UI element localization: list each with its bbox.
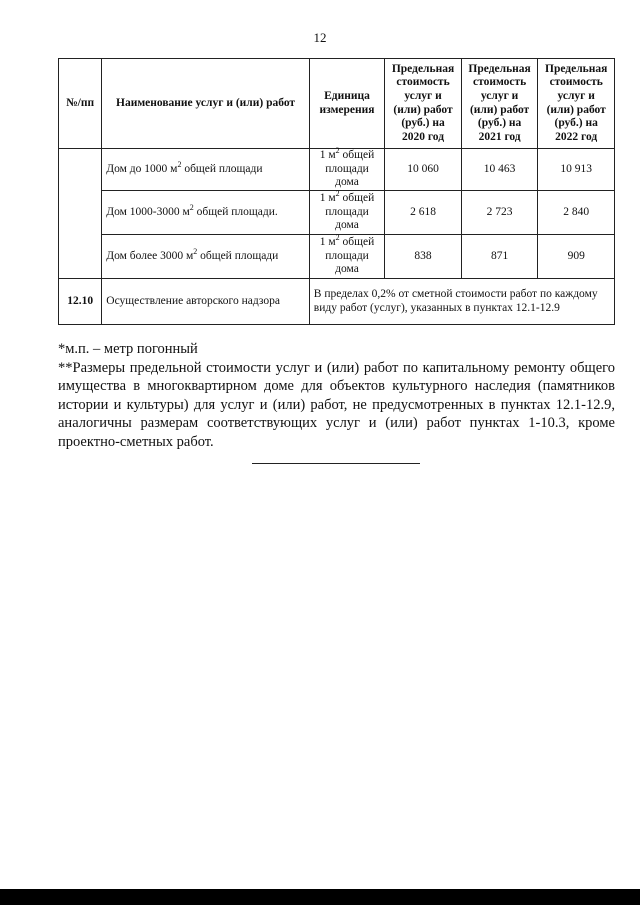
superscript: 2: [335, 146, 340, 156]
footnote-mp: *м.п. – метр погонный: [58, 341, 198, 357]
scan-edge-bar: [0, 889, 640, 905]
page-number: 12: [313, 30, 327, 45]
separator-line: [252, 463, 420, 464]
unit-cell: [309, 235, 384, 279]
superscript: 2: [335, 189, 340, 199]
service-name: Дом более 3000 м: [106, 249, 194, 262]
unit-cell: [309, 146, 384, 191]
unit-rest: общей площади дома: [325, 149, 375, 189]
service-name: Осуществление авторского надзора: [102, 279, 310, 325]
price-note: В пределах 0,2% от сметной стоимости работ по каждому виду работ (услуг), указанных в пунктах 12.1-12.9: [309, 279, 614, 325]
service-name: Дом до 1000 м: [106, 162, 178, 175]
header-unit: Единица измерения: [309, 59, 384, 149]
price-2022: 2 840: [538, 191, 615, 235]
price-2021: 871: [461, 235, 538, 279]
service-name: Дом 1000-3000 м: [106, 205, 190, 218]
row-number: 12.10: [59, 279, 102, 325]
price-2020: 10 060: [385, 149, 462, 191]
superscript: 2: [177, 159, 182, 169]
unit-rest: общей площади дома: [325, 192, 375, 232]
header-name: Наименование услуг и (или) работ: [102, 59, 310, 149]
unit-text: 1 м: [319, 192, 336, 205]
superscript: 2: [193, 246, 198, 256]
price-2021: 2 723: [461, 191, 538, 235]
header-price-2022: Предельная стоимость услуг и (или) работ (руб.) на 2022 год: [538, 59, 615, 149]
header-price-2021: Предельная стоимость услуг и (или) работ (руб.) на 2021 год: [461, 59, 538, 149]
service-name-cell: [102, 149, 310, 191]
service-name-cell: [102, 235, 310, 279]
header-price-2020: Предельная стоимость услуг и (или) работ (руб.) на 2020 год: [385, 59, 462, 149]
price-2022: 10 913: [538, 149, 615, 191]
footnote-cultural-heritage: **Размеры предельной стоимости услуг и (или) работ по капитальному ремонту общего имущества в многоквартирном доме для объектов культурного наследия (памятников истории и культуры) для услуг и (или) работ, не предусмотренных в пунктах 12.1-12.9, аналогичны размерам соответствующих услуг и (или) работ пунктах 1-10.3, кроме проектно-сметных работ.: [58, 359, 615, 450]
unit-text: 1 м: [319, 236, 336, 249]
table-header-row: [59, 59, 615, 149]
service-name-rest: общей площади: [197, 249, 279, 262]
service-name-cell: [102, 191, 310, 235]
superscript: 2: [335, 233, 340, 243]
service-name-rest: общей площади.: [193, 205, 278, 218]
table-row: [59, 279, 615, 325]
superscript: 2: [189, 202, 194, 212]
table-row: [59, 149, 615, 191]
service-name-rest: общей площади: [181, 162, 263, 175]
unit-text: 1 м: [319, 149, 336, 162]
price-table: [58, 58, 615, 325]
footnotes: [58, 340, 615, 451]
table-row: [59, 235, 615, 279]
price-2022: 909: [538, 235, 615, 279]
price-2020: 2 618: [385, 191, 462, 235]
price-2020: 838: [385, 235, 462, 279]
num-cell-empty: [59, 149, 102, 279]
unit-rest: общей площади дома: [325, 236, 375, 276]
unit-cell: [309, 191, 384, 235]
header-num: №/пп: [59, 59, 102, 149]
price-2021: 10 463: [461, 149, 538, 191]
table-row: [59, 191, 615, 235]
